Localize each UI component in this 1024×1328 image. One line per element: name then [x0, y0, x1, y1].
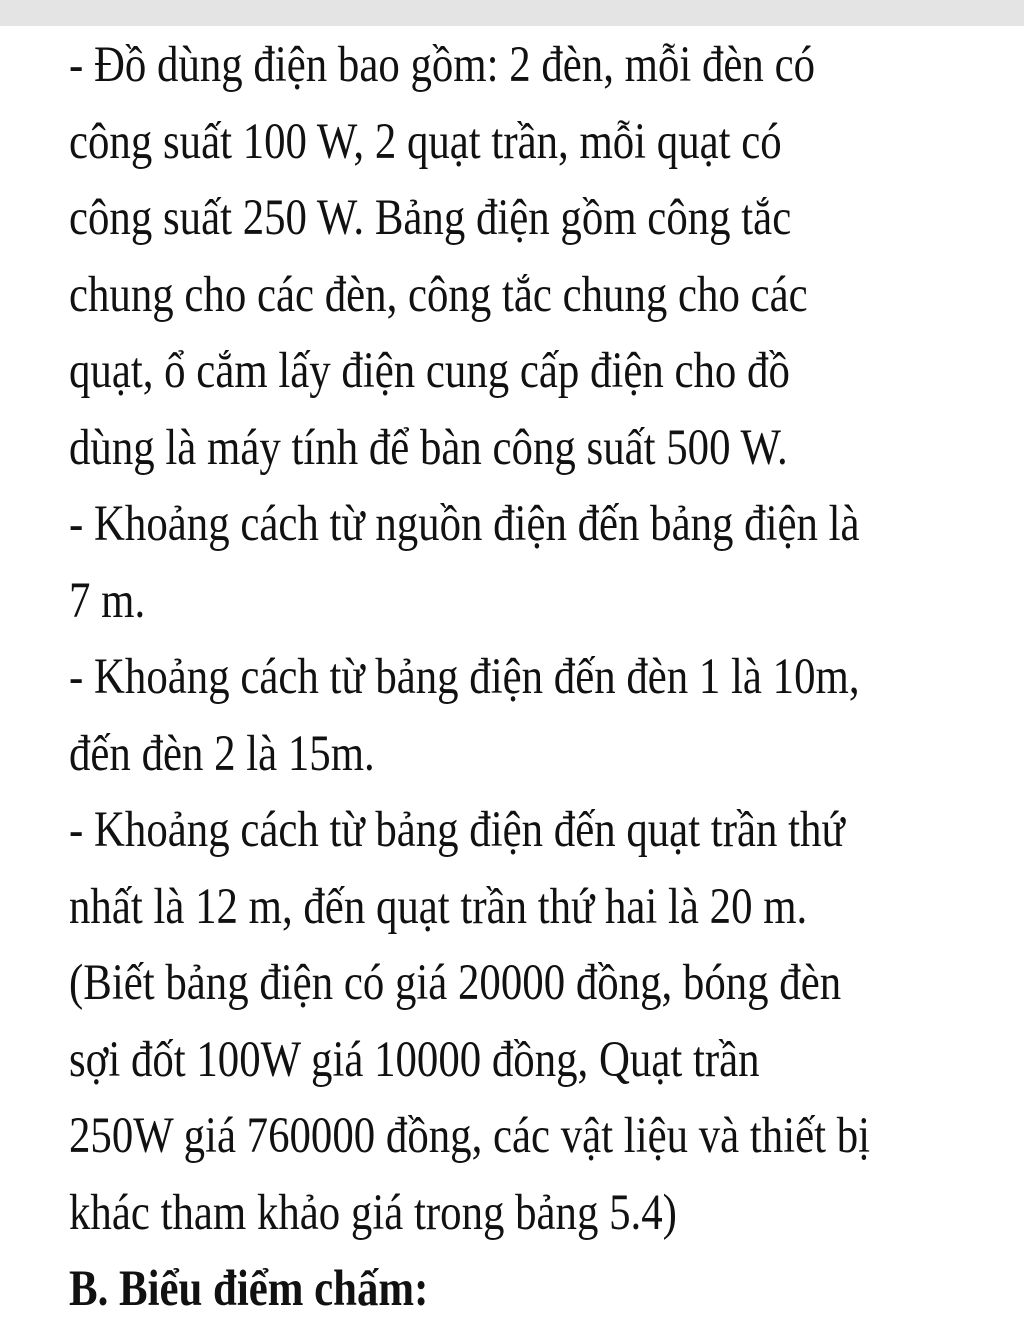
- text-line: (Biết bảng điện có giá 20000 đồng, bóng đèn: [69, 955, 842, 1011]
- text-line: - Đồ dùng điện bao gồm: 2 đèn, mỗi đèn có: [69, 37, 815, 93]
- text-line: quạt, ổ cắm lấy điện cung cấp điện cho đồ: [69, 343, 790, 399]
- text-line: 250W giá 760000 đồng, các vật liệu và thiết bị: [69, 1108, 871, 1164]
- text-line: công suất 250 W. Bảng điện gồm công tắc: [69, 190, 792, 246]
- text-line: - Khoảng cách từ bảng điện đến quạt trần thứ: [69, 802, 845, 858]
- text-line: - Khoảng cách từ nguồn điện đến bảng điện là: [69, 496, 860, 552]
- text-line: - Khoảng cách từ bảng điện đến đèn 1 là 10m,: [69, 649, 860, 705]
- text-line: chung cho các đèn, công tắc chung cho các: [69, 266, 808, 323]
- document-text: [69, 27, 1009, 1328]
- text-line: khác tham khảo giá trong bảng 5.4): [69, 1184, 677, 1241]
- text-line: công suất 100 W, 2 quạt trần, mỗi quạt có: [69, 113, 782, 170]
- section-heading: B. Biểu điểm chấm:: [69, 1261, 429, 1317]
- text-line: dùng là máy tính để bàn công suất 500 W.: [69, 419, 788, 476]
- text-line: đến đèn 2 là 15m.: [69, 725, 375, 782]
- top-status-bar: [0, 0, 1024, 26]
- text-line: 7 m.: [69, 572, 146, 629]
- text-line: sợi đốt 100W giá 10000 đồng, Quạt trần: [69, 1031, 760, 1088]
- text-line: nhất là 12 m, đến quạt trần thứ hai là 20 m.: [69, 878, 808, 935]
